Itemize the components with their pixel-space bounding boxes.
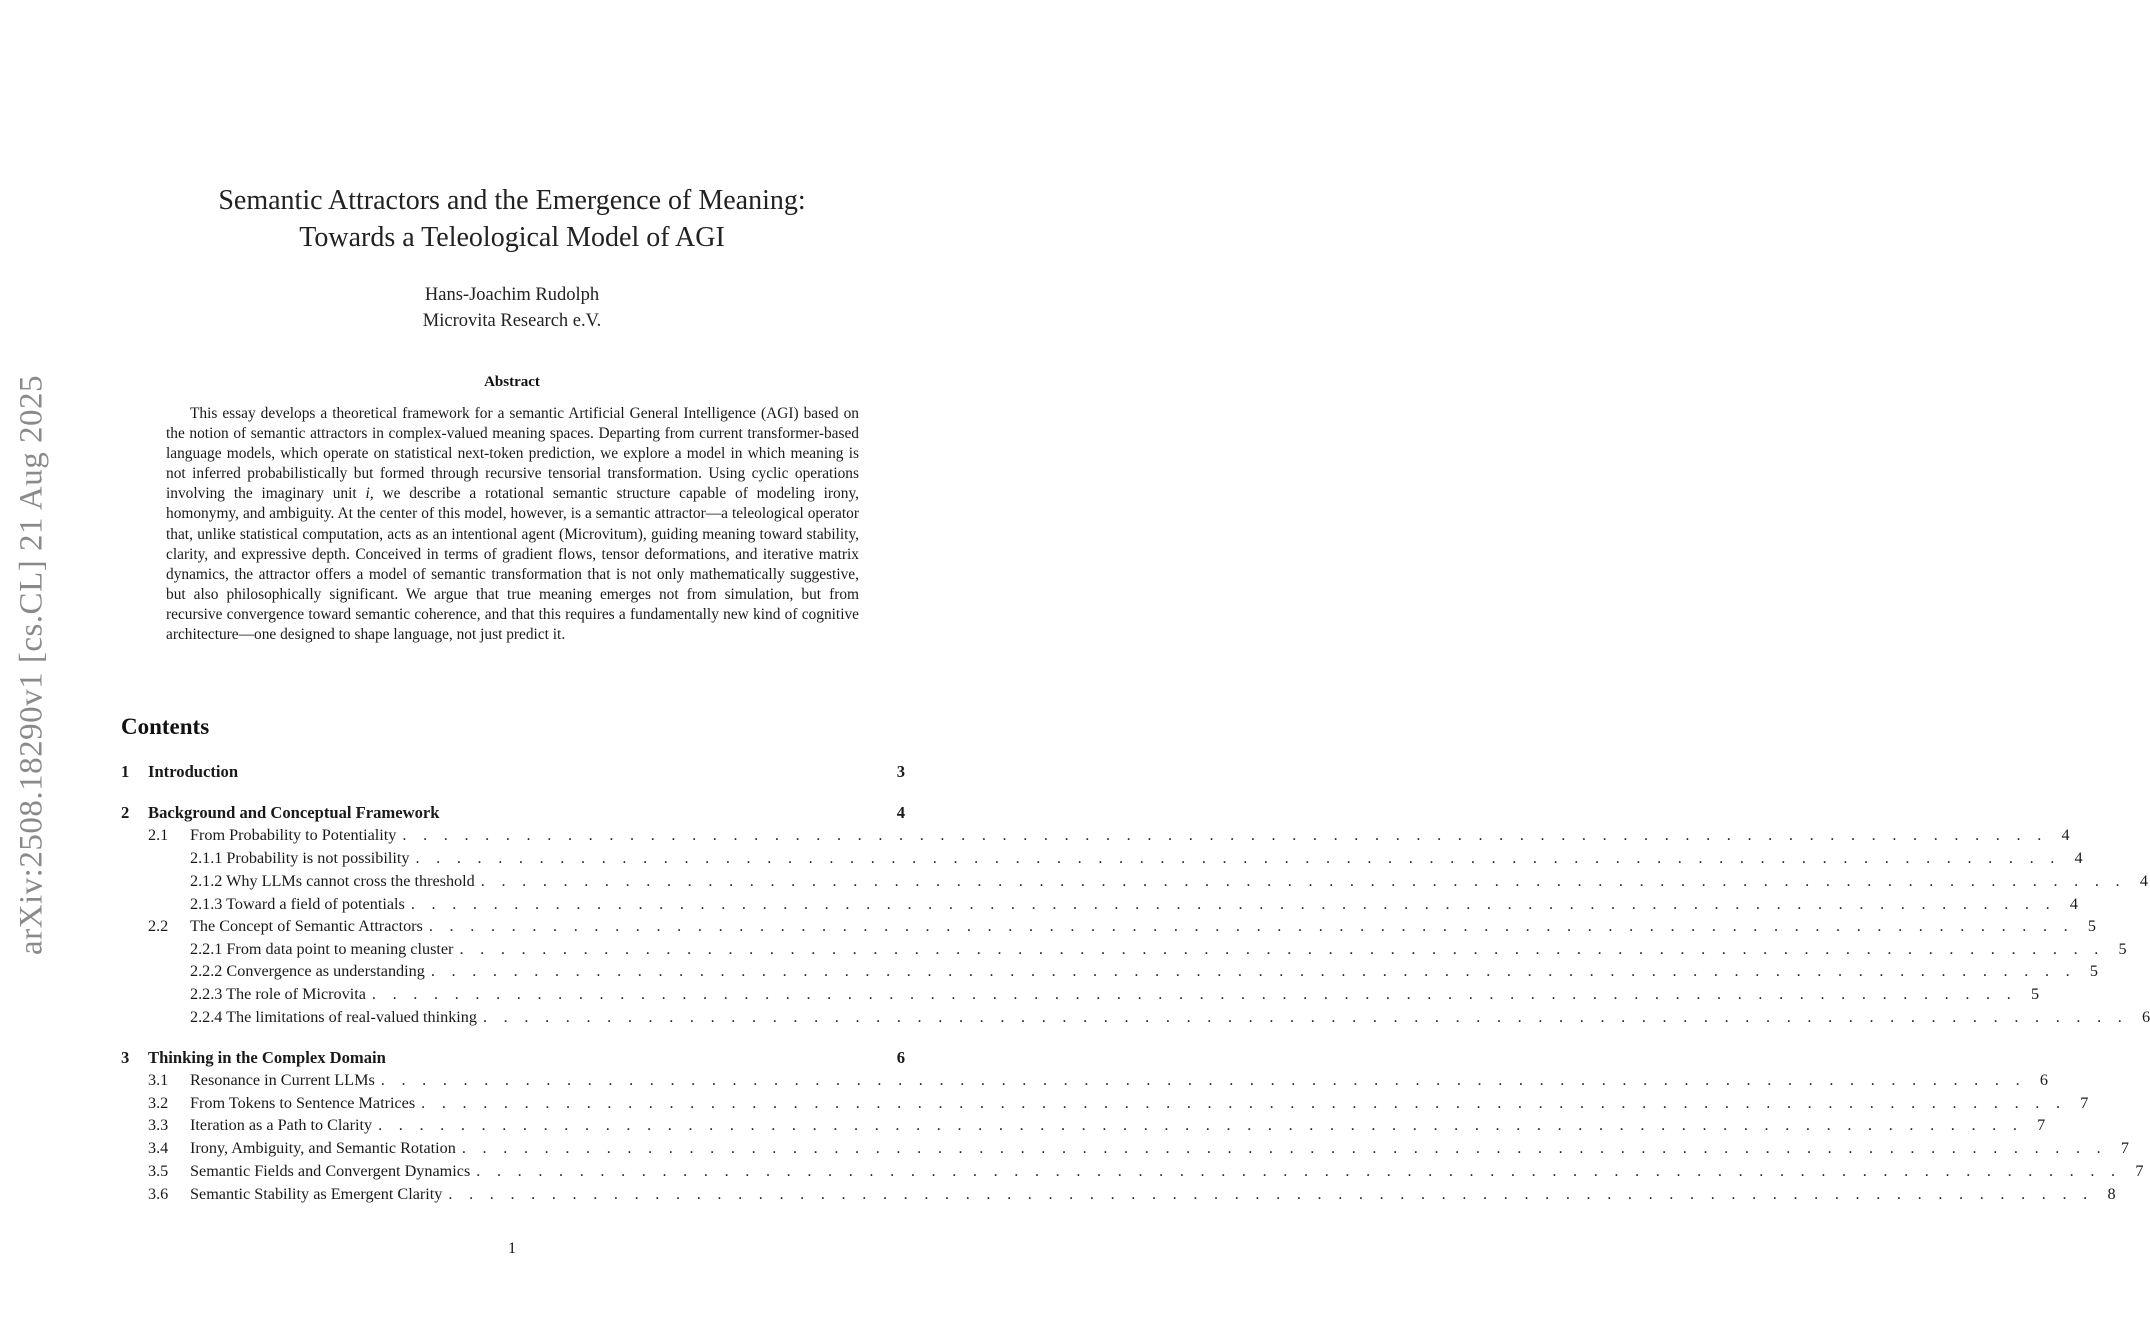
toc-entry-title: 2.2.1 From data point to meaning cluster xyxy=(190,940,454,958)
toc-entry-title: Thinking in the Complex Domain xyxy=(148,1048,386,1067)
toc-entry[interactable] xyxy=(121,985,2040,1007)
toc-entry[interactable] xyxy=(121,940,2127,962)
author-block xyxy=(0,282,1024,334)
toc-entry-page: 6 xyxy=(2142,1008,2150,1026)
imaginary-unit-symbol: i xyxy=(365,485,370,503)
toc-entry-page: 6 xyxy=(2039,1071,2048,1089)
toc-dot-leader: . . . . . . . . . . . . . . . . . . . . . . . . . . . . . . . . . . . . . . . . . . . . . . . . . . . . . . . . . . . . . . . . . . . . . . . . . . . . . . . . xyxy=(410,895,2056,913)
toc-entry-page: 7 xyxy=(2037,1116,2046,1134)
toc-entry[interactable] xyxy=(121,1048,905,1070)
toc-entry-page: 7 xyxy=(2080,1094,2089,1112)
toc-dot-leader: . . . . . . . . . . . . . . . . . . . . . . . . . . . . . . . . . . . . . . . . . . . . . . . . . . . . . . . . . . . . . . . . . . . . . . . . . . . . . . . . xyxy=(448,1185,2094,1203)
toc-dot-leader: . . . . . . . . . . . . . . . . . . . . . . . . . . . . . . . . . . . . . . . . . . . . . . . . . . . . . . . . . . . . . . . . . . . . . . . . . . . . . . . . xyxy=(421,1094,2067,1112)
toc-entry-title: The Concept of Semantic Attractors xyxy=(190,917,423,935)
toc-entry-title: Irony, Ambiguity, and Semantic Rotation xyxy=(190,1139,456,1157)
paper-title xyxy=(0,182,1024,256)
toc-entry[interactable] xyxy=(121,1071,2048,1093)
toc-dot-leader: . . . . . . . . . . . . . . . . . . . . . . . . . . . . . . . . . . . . . . . . . . . . . . . . . . . . . . . . . . . . . . . . . . . . . . . . . . . . . . . . xyxy=(430,962,2076,980)
toc-entry[interactable] xyxy=(121,917,2097,939)
paper-title-line-1: Semantic Attractors and the Emergence of Meaning: xyxy=(218,185,806,216)
toc-entry-number: 3.1 xyxy=(148,1071,169,1089)
toc-entry-page: 3 xyxy=(896,762,905,781)
toc-dot-leader: . . . . . . . . . . . . . . . . . . . . . . . . . . . . . . . . . . . . . . . . . . . . . . . . . . . . . . . . . . . . . . . . . . . . . . . . . . . . . . . . xyxy=(482,1008,2129,1026)
toc-entry[interactable] xyxy=(121,1185,2116,1207)
toc-entry[interactable] xyxy=(121,872,2148,894)
author-name: Hans-Joachim Rudolph xyxy=(424,285,600,305)
toc-entry-page: 4 xyxy=(896,803,905,822)
toc-entry-title: From Tokens to Sentence Matrices xyxy=(190,1094,416,1112)
toc-dot-leader: . . . . . . . . . . . . . . . . . . . . . . . . . . . . . . . . . . . . . . . . . . . . . . . . . . . . . . . . . . . . . . . . . . . . . . . . . . . . . . . . xyxy=(402,826,2048,844)
toc-dot-leader: . . . . . . . . . . . . . . . . . . . . . . . . . . . . . . . . . . . . . . . . . . . . . . . . . . . . . . . . . . . . . . . . . . . . . . . . . . . . . . . . xyxy=(371,985,2018,1003)
toc-entry[interactable] xyxy=(121,762,905,784)
arxiv-identifier-text: arXiv:2508.18290v1 [cs.CL] 21 Aug 2025 xyxy=(13,375,50,955)
toc-entry[interactable] xyxy=(121,803,905,825)
toc-entry-title: Introduction xyxy=(148,762,239,781)
toc-dot-leader: . . . . . . . . . . . . . . . . . . . . . . . . . . . . . . . . . . . . . . . . . . . . . . . . . . . . . . . . . . . . . . . . . . . . . . . . . . . . . . . . xyxy=(461,1139,2108,1157)
toc-entry[interactable] xyxy=(121,1094,2089,1116)
toc-entry-number: 2 xyxy=(121,803,130,822)
toc-entry-title: Background and Conceptual Framework xyxy=(148,803,440,822)
toc-entry[interactable] xyxy=(121,1116,2046,1138)
toc-dot-leader: . . . . . . . . . . . . . . . . . . . . . . . . . . . . . . . . . . . . . . . . . . . . . . . . . . . . . . . . . . . . . . . . . . . . . . . . . . . . . . . . xyxy=(476,1162,2122,1180)
toc-entry-number: 3.5 xyxy=(148,1162,169,1180)
abstract-heading: Abstract xyxy=(484,374,540,390)
abstract-body xyxy=(166,404,859,645)
toc-entry-title: 2.1.3 Toward a field of potentials xyxy=(190,895,405,913)
toc-entry-page: 7 xyxy=(2135,1162,2144,1180)
toc-entry-number: 2.1 xyxy=(148,826,169,844)
page-number: 1 xyxy=(508,1240,516,1257)
toc-entry-number: 3.2 xyxy=(148,1094,169,1112)
toc-entry-number: 2.2 xyxy=(148,917,169,935)
toc-entry-page: 4 xyxy=(2061,826,2070,844)
abstract-text-part-1: This essay develops a theoretical framework for a semantic Artificial General Intelligence (AGI) based on the notion of semantic attractors in complex-valued meaning spaces. Departing from current transformer-based language models, which operate on statistical next-token prediction, we explore a model in which meaning is not inferred probabilistically but formed through recursive tensorial transformation. Using cyclic operations involving the imaginary unit xyxy=(166,405,859,503)
toc-entry-number: 1 xyxy=(121,762,130,781)
toc-dot-leader: . . . . . . . . . . . . . . . . . . . . . . . . . . . . . . . . . . . . . . . . . . . . . . . . . . . . . . . . . . . . . . . . . . . . . . . . . . . . . . . . xyxy=(378,1116,2024,1134)
toc-entry-number: 3.6 xyxy=(148,1185,169,1203)
toc-entry-page: 4 xyxy=(2139,872,2148,890)
toc-entry-page: 5 xyxy=(2087,917,2097,935)
contents-heading: Contents xyxy=(121,714,210,739)
toc-dot-leader: . . . . . . . . . . . . . . . . . . . . . . . . . . . . . . . . . . . . . . . . . . . . . . . . . . . . . . . . . . . . . . . . . . . . . . . . . . . . . . . . xyxy=(459,940,2105,958)
toc-entry-page: 5 xyxy=(2089,962,2098,980)
toc-entry-page: 4 xyxy=(2069,895,2078,913)
toc-entry[interactable] xyxy=(121,849,2083,871)
paper-title-line-2: Towards a Teleological Model of AGI xyxy=(299,222,725,253)
toc-dot-leader: . . . . . . . . . . . . . . . . . . . . . . . . . . . . . . . . . . . . . . . . . . . . . . . . . . . . . . . . . . . . . . . . . . . . . . . . . . . . . . . . xyxy=(380,1071,2026,1089)
toc-entry[interactable] xyxy=(121,895,2078,917)
toc-entry[interactable] xyxy=(121,826,2070,848)
toc-entry-title: 2.2.2 Convergence as understanding xyxy=(190,962,425,980)
toc-entry-page: 5 xyxy=(2118,940,2127,958)
toc-dot-leader: . . . . . . . . . . . . . . . . . . . . . . . . . . . . . . . . . . . . . . . . . . . . . . . . . . . . . . . . . . . . . . . . . . . . . . . . . . . . . . . . xyxy=(428,917,2075,935)
arxiv-identifier-stamp xyxy=(12,370,52,960)
toc-entry-title: 2.1.1 Probability is not possibility xyxy=(190,849,410,867)
toc-entry-number: 3 xyxy=(121,1048,130,1067)
author-affiliation: Microvita Research e.V. xyxy=(422,311,602,331)
toc-entry-title: 2.1.2 Why LLMs cannot cross the threshold xyxy=(190,872,475,890)
abstract-text-part-2: , we describe a rotational semantic structure capable of modeling irony, homonymy, and ambiguity. At the center of this model, however, is a semantic attractor—a teleological operator that, unlike statistical computation, acts as an intentional agent (Microvitum), guiding meaning toward stability, clarity, and expressive depth. Conceived in terms of gradient flows, tensor deformations, and iterative matrix dynamics, the attractor offers a model of semantic transformation that is not only mathematically suggestive, but also philosophically significant. We argue that true meaning emerges not from simulation, but from recursive convergence toward semantic coherence, and that this requires a fundamentally new kind of cognitive architecture—one designed to shape language, not just predict it. xyxy=(166,485,859,644)
toc-entry[interactable] xyxy=(121,1162,2144,1184)
toc-entry-title: Resonance in Current LLMs xyxy=(190,1071,375,1089)
toc-entry[interactable] xyxy=(121,1008,2150,1030)
toc-entry-title: From Probability to Potentiality xyxy=(190,826,397,844)
toc-entry-number: 3.3 xyxy=(148,1116,169,1134)
toc-dot-leader: . . . . . . . . . . . . . . . . . . . . . . . . . . . . . . . . . . . . . . . . . . . . . . . . . . . . . . . . . . . . . . . . . . . . . . . . . . . . . . . . xyxy=(480,872,2126,890)
toc-entry[interactable] xyxy=(121,962,2098,984)
toc-entry-page: 5 xyxy=(2030,985,2040,1003)
toc-entry-title: Iteration as a Path to Clarity xyxy=(190,1116,373,1134)
toc-entry-page: 7 xyxy=(2120,1139,2130,1157)
toc-entry-number: 3.4 xyxy=(148,1139,169,1157)
toc-entry-title: 2.2.4 The limitations of real-valued thinking xyxy=(190,1008,477,1026)
toc-entry[interactable] xyxy=(121,1139,2130,1161)
toc-entry-title: Semantic Fields and Convergent Dynamics xyxy=(190,1162,471,1180)
toc-dot-leader: . . . . . . . . . . . . . . . . . . . . . . . . . . . . . . . . . . . . . . . . . . . . . . . . . . . . . . . . . . . . . . . . . . . . . . . . . . . . . . . . xyxy=(415,849,2061,867)
toc-entry-page: 8 xyxy=(2107,1185,2116,1203)
toc-entry-page: 6 xyxy=(896,1048,905,1067)
toc-entry-title: Semantic Stability as Emergent Clarity xyxy=(190,1185,443,1203)
toc-entry-page: 4 xyxy=(2074,849,2083,867)
toc-entry-title: 2.2.3 The role of Microvita xyxy=(190,985,366,1003)
